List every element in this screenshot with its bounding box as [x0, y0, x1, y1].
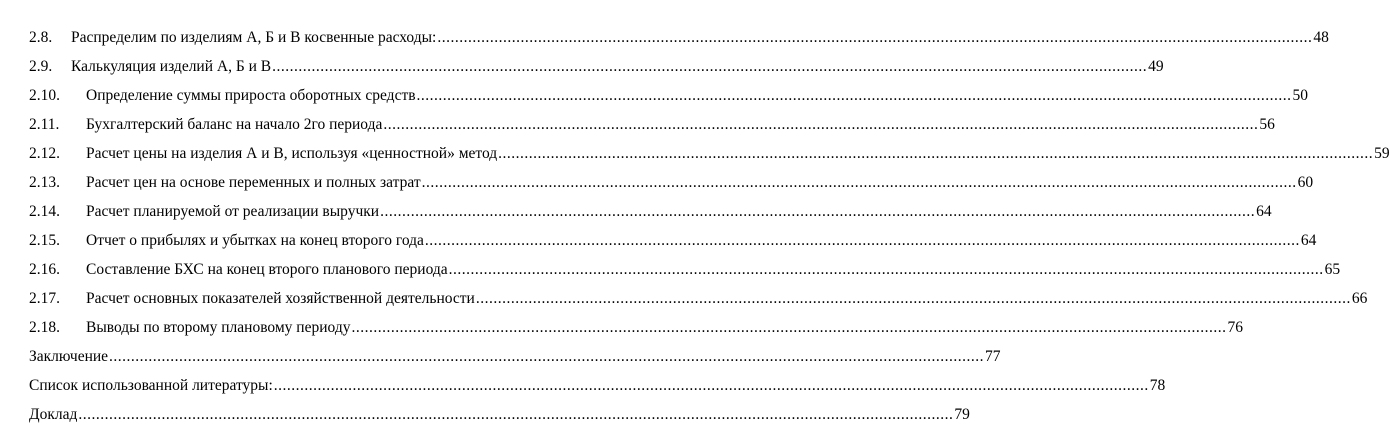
dot-leader: ........................................................................................................................................................................................................: [109, 347, 985, 365]
toc-title: Выводы по второму плановому периоду: [86, 318, 351, 336]
toc-row[interactable]: [0, 400, 970, 429]
dot-leader: ........................................................................................................................................................................................................: [424, 231, 1300, 249]
toc-number: 2.13.: [29, 174, 60, 191]
toc-page-number: 59: [1374, 144, 1390, 162]
toc-entry: [29, 371, 1166, 400]
toc-page-number: 50: [1292, 86, 1309, 104]
table-of-contents: [0, 23, 1390, 429]
toc-page-number: 76: [1227, 318, 1243, 336]
toc-page-number: 64: [1300, 231, 1317, 249]
toc-number: 2.10.: [29, 87, 60, 104]
toc-number: 2.17.: [29, 290, 60, 307]
toc-title: Калькуляция изделий А, Б и В: [71, 57, 272, 75]
toc-title: Расчет основных показателей хозяйственной деятельности: [86, 289, 475, 307]
toc-entry: [86, 226, 1317, 255]
dot-leader: ........................................................................................................................................................................................................: [416, 86, 1292, 104]
dot-leader: ........................................................................................................................................................................................................: [383, 115, 1259, 133]
toc-number: 2.11.: [29, 116, 60, 133]
toc-title: Распределим по изделиям А, Б и В косвенные расходы:: [71, 28, 437, 46]
dot-leader: ........................................................................................................................................................................................................: [78, 405, 954, 423]
toc-number: 2.16.: [29, 261, 60, 278]
dot-leader: ........................................................................................................................................................................................................: [272, 57, 1148, 75]
toc-page-number: 56: [1259, 115, 1275, 133]
dot-leader: ........................................................................................................................................................................................................: [475, 289, 1351, 307]
toc-title: Отчет о прибылях и убытках на конец второго года: [86, 231, 424, 249]
dot-leader: ........................................................................................................................................................................................................: [273, 376, 1149, 394]
toc-row[interactable]: [0, 313, 1243, 342]
toc-row[interactable]: [0, 371, 1166, 400]
toc-title: Расчет планируемой от реализации выручки: [86, 202, 380, 220]
toc-page-number: 77: [985, 347, 1001, 365]
toc-entry: [86, 139, 1390, 168]
dot-leader: ........................................................................................................................................................................................................: [380, 202, 1256, 220]
toc-title: Определение суммы прироста оборотных средств: [86, 86, 416, 104]
toc-number: 2.15.: [29, 232, 60, 249]
toc-page-number: 60: [1297, 173, 1314, 191]
toc-title: Бухгалтерский баланс на начало 2го периода: [86, 115, 383, 133]
toc-entry: [71, 23, 1329, 52]
toc-entry: [86, 81, 1309, 110]
toc-row[interactable]: [0, 255, 1341, 284]
toc-title: Список использованной литературы:: [29, 376, 273, 394]
dot-leader: ........................................................................................................................................................................................................: [437, 28, 1313, 46]
toc-number: 2.12.: [29, 145, 60, 162]
toc-title: Составление БХС на конец второго планового периода: [86, 260, 448, 278]
toc-row[interactable]: [0, 139, 1390, 168]
toc-page-number: 48: [1313, 28, 1329, 46]
toc-row[interactable]: [0, 52, 1164, 81]
toc-number: 2.18.: [29, 319, 60, 336]
dot-leader: ........................................................................................................................................................................................................: [421, 173, 1297, 191]
toc-entry: [29, 400, 970, 429]
toc-title: Доклад: [29, 405, 78, 423]
toc-entry: [86, 110, 1275, 139]
toc-page-number: 66: [1351, 289, 1368, 307]
dot-leader: ........................................................................................................................................................................................................: [351, 318, 1227, 336]
toc-title: Заключение: [29, 347, 109, 365]
toc-row[interactable]: [0, 342, 1001, 371]
toc-entry: [86, 313, 1243, 342]
toc-row[interactable]: [0, 81, 1309, 110]
toc-row[interactable]: [0, 110, 1275, 139]
toc-entry: [29, 342, 1001, 371]
toc-row[interactable]: [0, 197, 1272, 226]
toc-entry: [86, 197, 1272, 226]
toc-row[interactable]: [0, 226, 1317, 255]
toc-row[interactable]: [0, 284, 1368, 313]
toc-page-number: 79: [954, 405, 970, 423]
toc-page-number: 64: [1256, 202, 1272, 220]
toc-page-number: 65: [1324, 260, 1341, 278]
toc-number: 2.8.: [29, 29, 53, 46]
toc-page-number: 49: [1148, 57, 1164, 75]
toc-title: Расчет цены на изделия А и В, используя «ценностной» метод: [86, 144, 498, 162]
toc-row[interactable]: [0, 168, 1314, 197]
toc-number: 2.9.: [29, 58, 53, 75]
dot-leader: ........................................................................................................................................................................................................: [498, 144, 1374, 162]
dot-leader: ........................................................................................................................................................................................................: [448, 260, 1324, 278]
toc-entry: [71, 52, 1164, 81]
toc-entry: [86, 284, 1368, 313]
toc-entry: [86, 168, 1314, 197]
toc-page-number: 78: [1149, 376, 1166, 394]
toc-number: 2.14.: [29, 203, 60, 220]
toc-title: Расчет цен на основе переменных и полных затрат: [86, 173, 421, 191]
toc-row[interactable]: [0, 23, 1329, 52]
toc-entry: [86, 255, 1341, 284]
